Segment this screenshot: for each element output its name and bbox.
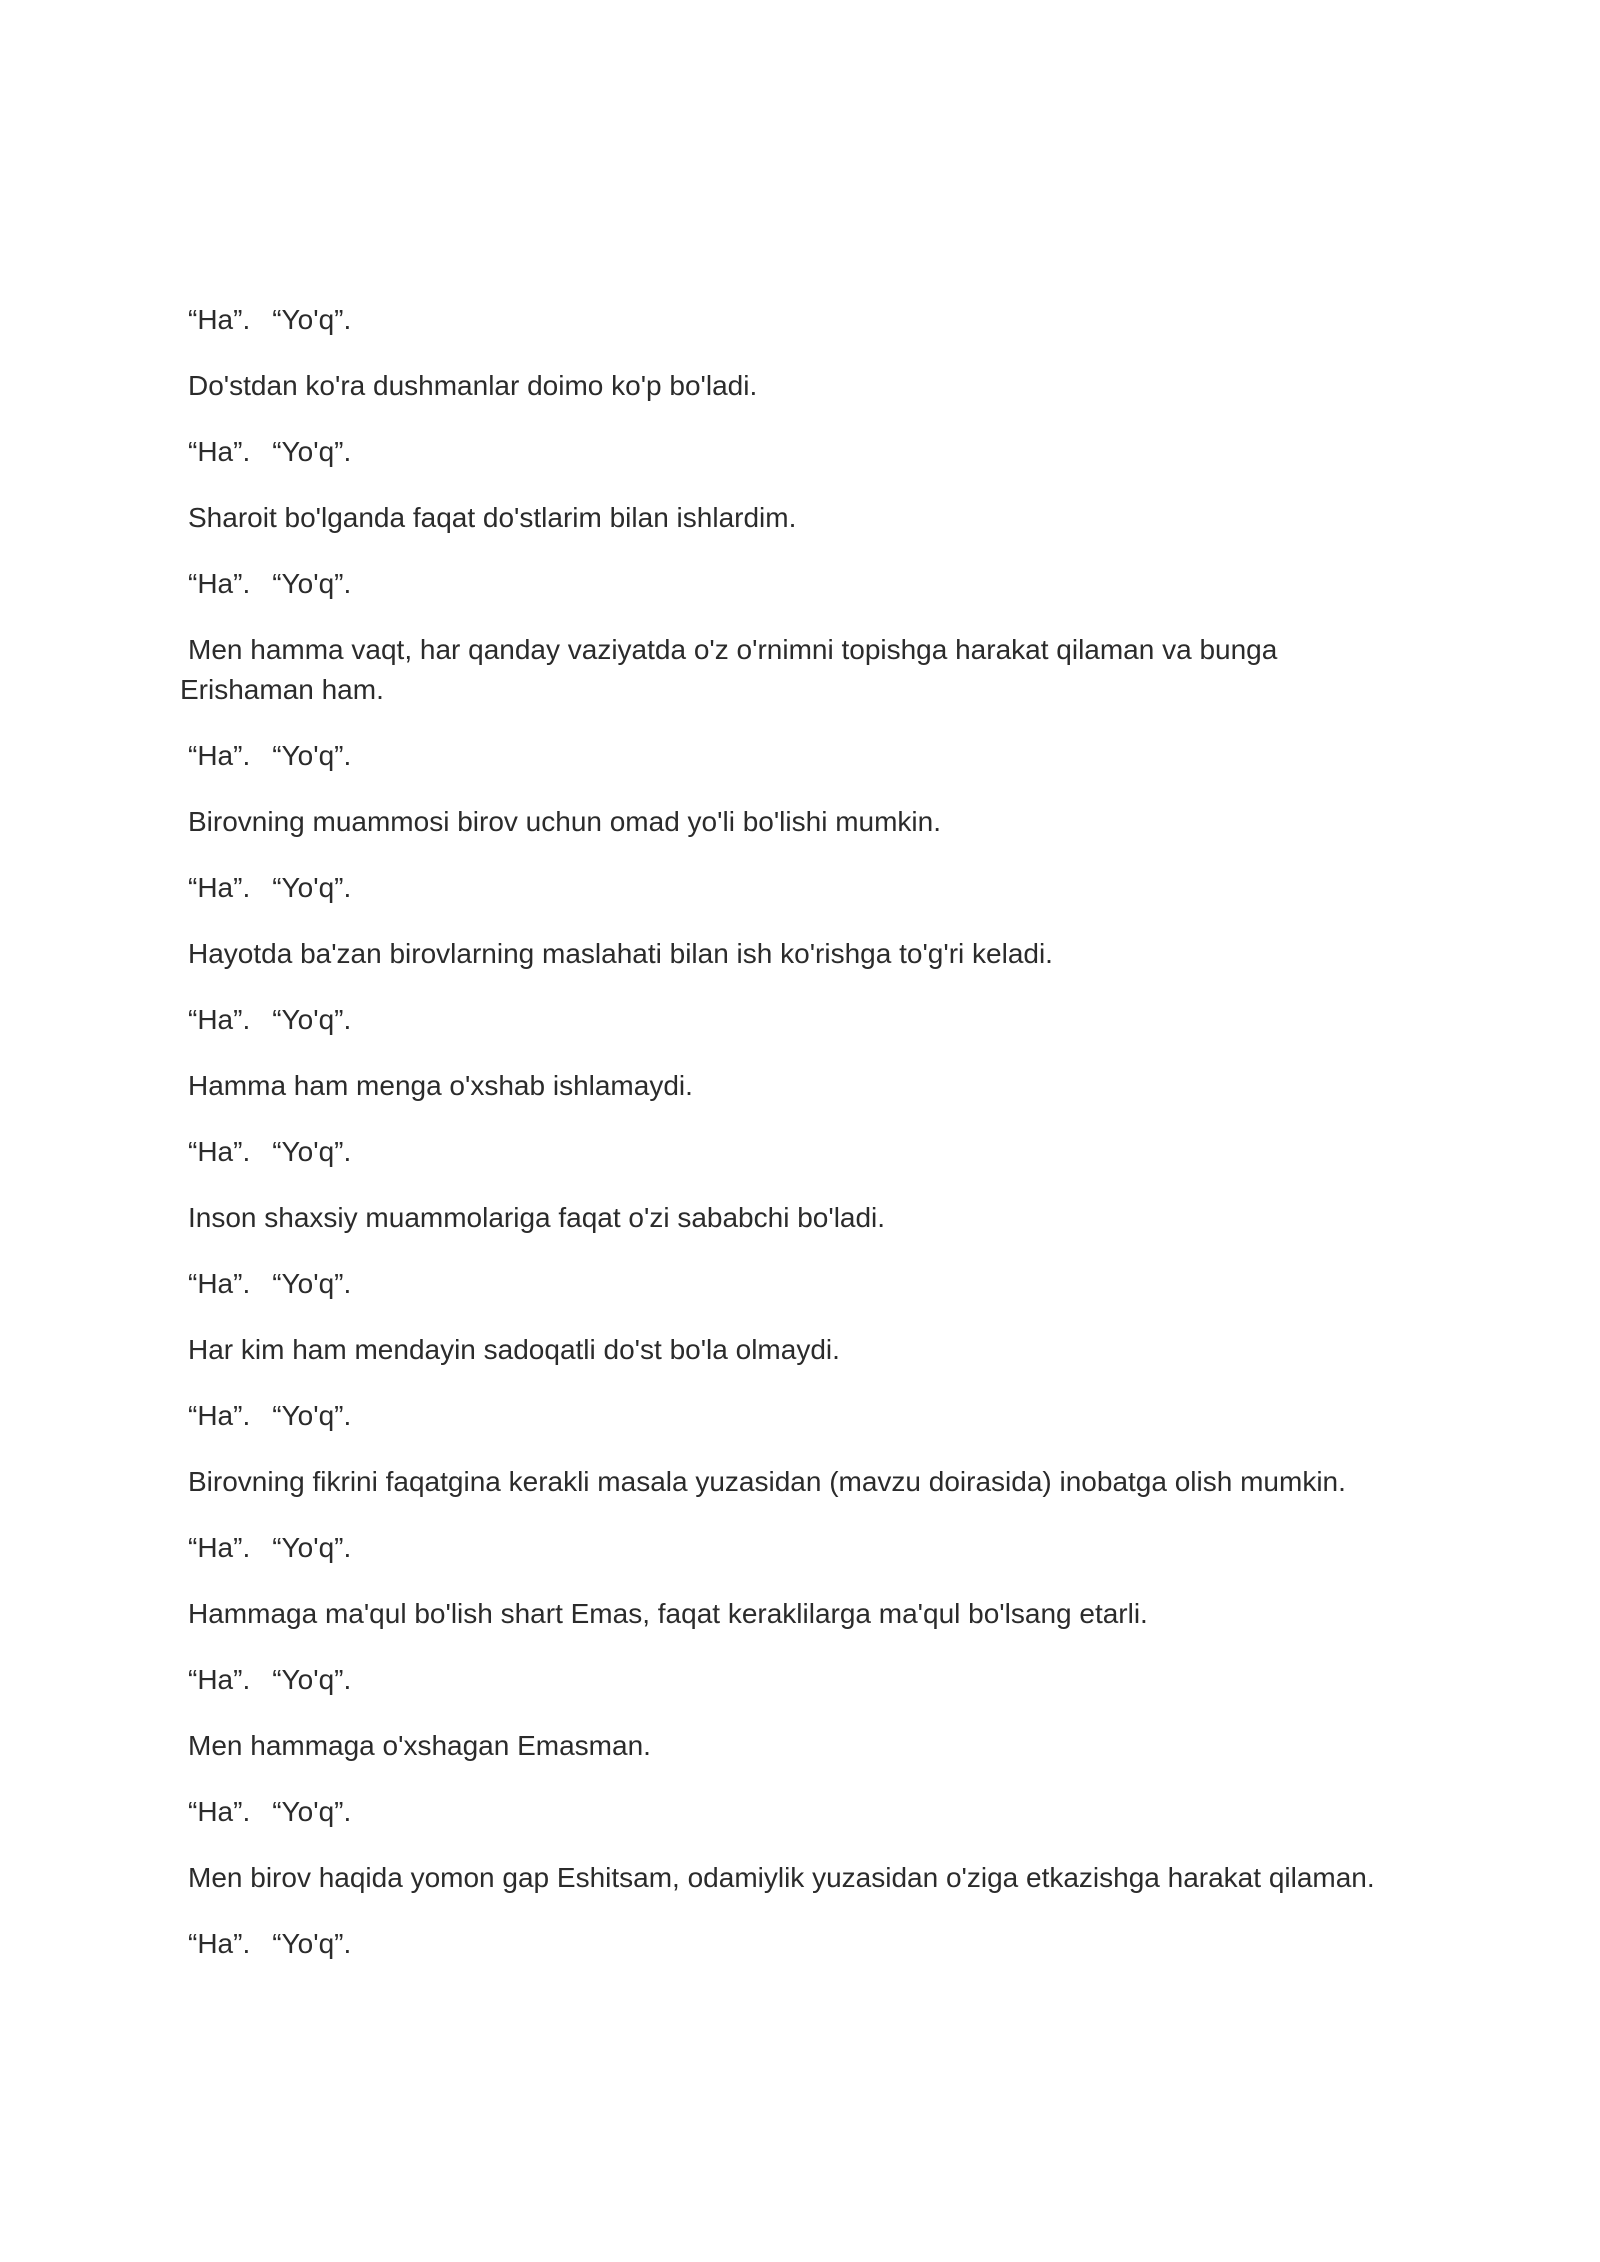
answer-no: “Yo'q”. [272, 1796, 352, 1827]
answer-yes: “Ha”. [188, 1136, 251, 1167]
answer-no: “Yo'q”. [272, 568, 352, 599]
answer-options [188, 1528, 1438, 1568]
answer-no: “Yo'q”. [272, 1400, 352, 1431]
answer-yes: “Ha”. [188, 1532, 251, 1563]
answer-no: “Yo'q”. [272, 304, 352, 335]
answer-yes: “Ha”. [188, 304, 251, 335]
answer-no: “Yo'q”. [272, 1136, 352, 1167]
answer-options [188, 564, 1438, 604]
answer-no: “Yo'q”. [272, 1664, 352, 1695]
answer-options [188, 1396, 1438, 1436]
answer-no: “Yo'q”. [272, 740, 352, 771]
answer-no: “Yo'q”. [272, 1268, 352, 1299]
answer-options [188, 868, 1438, 908]
statement: Sharoit bo'lganda faqat do'stlarim bilan ishlardim. [188, 502, 797, 533]
answer-options [188, 300, 1438, 340]
statement-line-2: Erishaman ham. [180, 674, 384, 705]
answer-yes: “Ha”. [188, 740, 251, 771]
answer-no: “Yo'q”. [272, 1532, 352, 1563]
answer-yes: “Ha”. [188, 436, 251, 467]
statement: Hayotda ba'zan birovlarning maslahati bilan ish ko'rishga to'g'ri keladi. [188, 938, 1053, 969]
statement: Men birov haqida yomon gap Eshitsam, odamiylik yuzasidan o'ziga etkazishga harakat qilaman. [188, 1862, 1375, 1893]
answer-yes: “Ha”. [188, 1664, 251, 1695]
answer-yes: “Ha”. [188, 1268, 251, 1299]
statement: Hamma ham menga o'xshab ishlamaydi. [188, 1070, 693, 1101]
statement: Birovning muammosi birov uchun omad yo'li bo'lishi mumkin. [188, 806, 941, 837]
questionnaire [180, 300, 1438, 1990]
statement: Inson shaxsiy muammolariga faqat o'zi sababchi bo'ladi. [188, 1202, 886, 1233]
answer-no: “Yo'q”. [272, 1928, 352, 1959]
answer-yes: “Ha”. [188, 1400, 251, 1431]
answer-options [188, 432, 1438, 472]
answer-options [188, 1660, 1438, 1700]
answer-yes: “Ha”. [188, 1004, 251, 1035]
answer-no: “Yo'q”. [272, 436, 352, 467]
answer-options [188, 1264, 1438, 1304]
answer-options [188, 1924, 1438, 1964]
statement: Do'stdan ko'ra dushmanlar doimo ko'p bo'ladi. [188, 370, 758, 401]
answer-options [188, 736, 1438, 776]
answer-options [188, 1132, 1438, 1172]
answer-options [188, 1792, 1438, 1832]
statement: Har kim ham mendayin sadoqatli do'st bo'la olmaydi. [188, 1334, 840, 1365]
answer-no: “Yo'q”. [272, 1004, 352, 1035]
statement: Hammaga ma'qul bo'lish shart Emas, faqat keraklilarga ma'qul bo'lsang etarli. [188, 1598, 1148, 1629]
answer-yes: “Ha”. [188, 1796, 251, 1827]
answer-yes: “Ha”. [188, 872, 251, 903]
answer-yes: “Ha”. [188, 568, 251, 599]
statement-line-1: Men hamma vaqt, har qanday vaziyatda o'z o'rnimni topishga harakat qilaman va bunga [188, 634, 1278, 665]
statement: Birovning fikrini faqatgina kerakli masala yuzasidan (mavzu doirasida) inobatga olish mumkin. [188, 1466, 1346, 1497]
statement: Men hammaga o'xshagan Emasman. [188, 1730, 651, 1761]
answer-no: “Yo'q”. [272, 872, 352, 903]
answer-options [188, 1000, 1438, 1040]
statement-multiline [180, 630, 1438, 710]
answer-yes: “Ha”. [188, 1928, 251, 1959]
